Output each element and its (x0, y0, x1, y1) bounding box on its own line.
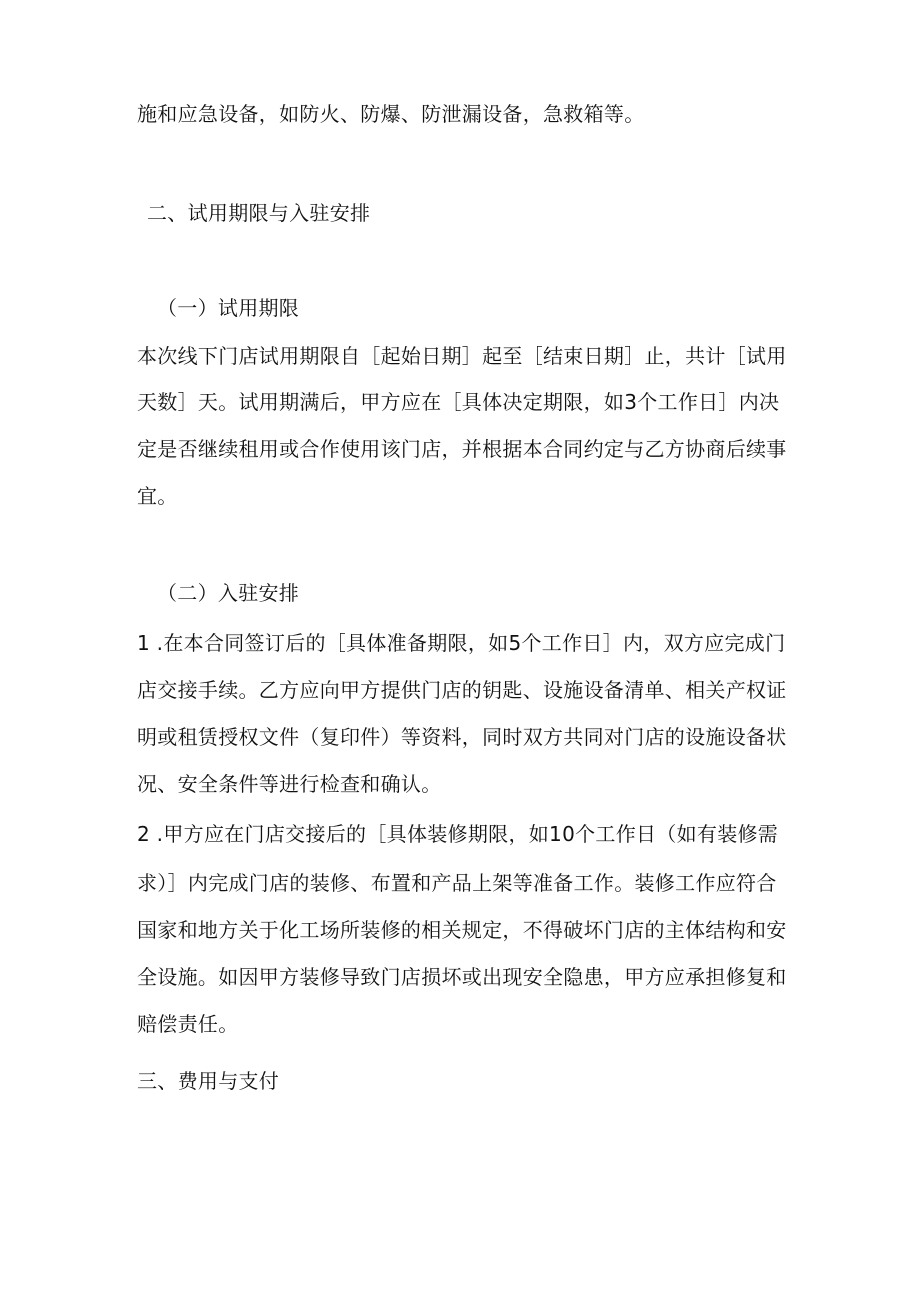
trial-period-line: 定是否继续租用或合作使用该门店，并根据本合同约定与乙方协商后续事 (137, 437, 787, 461)
section-heading-trial-and-move-in: 二、试用期限与入驻安排 (147, 201, 371, 225)
trial-period-line: 天数］天。试用期满后，甲方应在［具体决定期限，如3个工作日］内决 (137, 390, 780, 414)
move-in-item2-line: 全设施。如因甲方装修导致门店损坏或出现安全隐患，甲方应承担修复和 (137, 965, 787, 989)
move-in-item1-line: 1 .在本合同签订后的［具体准备期限，如5个工作日］内，双方应完成门 (137, 631, 786, 655)
section-heading-fees-and-payment: 三、费用与支付 (137, 1069, 280, 1093)
move-in-item2-line: 2 .甲方应在门店交接后的［具体装修期限，如10个工作日（如有装修需 (137, 822, 779, 846)
paragraph-intro-tail: 施和应急设备，如防火、防爆、防泄漏设备，急救箱等。 (137, 102, 645, 126)
move-in-item2-line: 国家和地方关于化工场所装修的相关规定，不得破坏门店的主体结构和安 (137, 918, 787, 942)
move-in-item1-line: 明或租赁授权文件（复印件）等资料，同时双方共同对门店的设施设备状 (137, 725, 787, 749)
trial-period-line: 宜。 (137, 484, 178, 508)
move-in-item2-line: 赔偿责任。 (137, 1012, 239, 1036)
subsection-heading-move-in: （二）入驻安排 (157, 581, 300, 605)
subsection-heading-trial-period: （一）试用期限 (157, 296, 300, 320)
move-in-item1-line: 店交接手续。乙方应向甲方提供门店的钥匙、设施设备清单、相关产权证 (137, 678, 787, 702)
move-in-item2-line: 求）］内完成门店的装修、布置和产品上架等准备工作。装修工作应符合 (137, 871, 777, 895)
trial-period-line: 本次线下门店试用期限自［起始日期］起至［结束日期］止，共计［试用 (137, 344, 787, 368)
move-in-item1-line: 况、安全条件等进行检查和确认。 (137, 772, 442, 796)
